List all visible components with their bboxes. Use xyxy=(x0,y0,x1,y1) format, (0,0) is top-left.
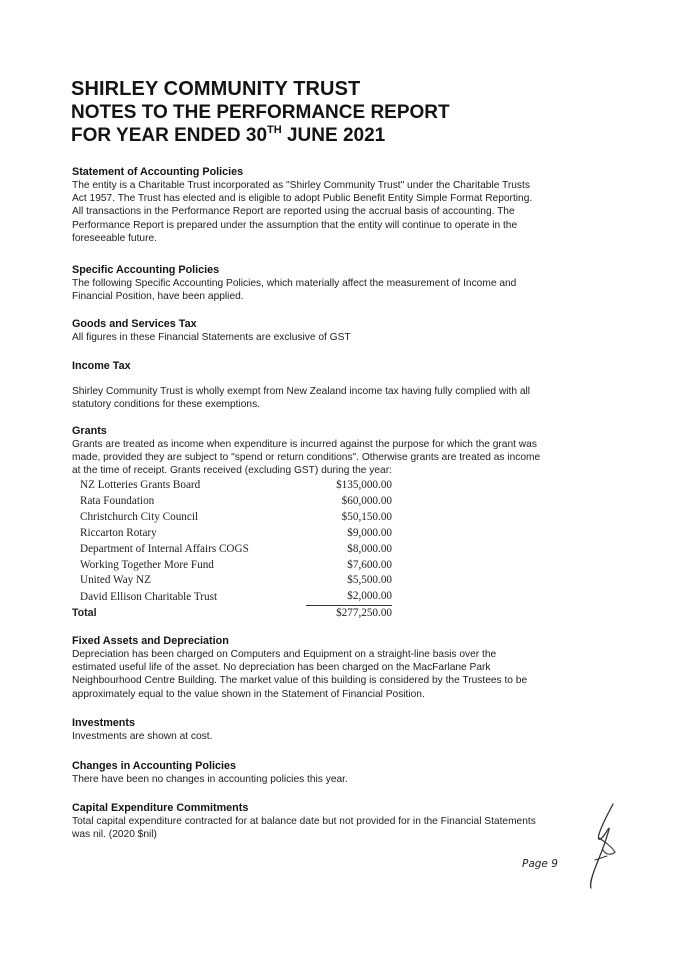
table-row xyxy=(72,510,402,526)
section-income-tax xyxy=(72,359,572,411)
report-subtitle: NOTES TO THE PERFORMANCE REPORT xyxy=(71,102,450,123)
paragraph-line: estimated useful life of the asset. No depreciation has been charged on the MacFarlane Park xyxy=(72,662,491,674)
grant-name: United Way NZ xyxy=(80,574,151,587)
total-label: Total xyxy=(72,607,97,620)
paragraph-line: The entity is a Charitable Trust incorporated as "Shirley Community Trust" under the Charitable Trusts xyxy=(72,180,530,191)
table-row xyxy=(72,589,402,606)
section-grants xyxy=(72,424,572,478)
grant-name: Rata Foundation xyxy=(80,494,155,507)
paragraph-line: Total capital expenditure contracted for at balance date but not provided for in the Financial Statements xyxy=(72,816,536,827)
grant-amount-cell xyxy=(286,589,402,606)
grant-name: Christchurch City Council xyxy=(80,510,199,523)
grant-amount: $135,000.00 xyxy=(336,479,392,491)
paragraph-line: at the time of receipt. Grants received (excluding GST) during the year: xyxy=(72,465,392,477)
section-statement-accounting-policies xyxy=(72,165,572,245)
table-total-row xyxy=(72,606,402,622)
table-row xyxy=(72,573,402,589)
paragraph-line: approximately equal to the value shown in the Statement of Financial Position. xyxy=(72,688,425,700)
table-row xyxy=(72,542,402,558)
grant-amount: $60,000.00 xyxy=(341,494,392,507)
grant-amount: $9,000.00 xyxy=(347,526,392,539)
document-title xyxy=(71,78,450,147)
section-heading: Capital Expenditure Commitments xyxy=(72,802,249,814)
paragraph-line: Investments are shown at cost. xyxy=(72,731,213,742)
section-heading: Income Tax xyxy=(72,360,131,372)
section-heading: Changes in Accounting Policies xyxy=(72,760,236,772)
paragraph-line: All figures in these Financial Statements are exclusive of GST xyxy=(72,332,351,343)
section-gst xyxy=(72,317,572,344)
paragraph-line: There have been no changes in accounting policies this year. xyxy=(72,774,348,785)
paragraph-line: was nil. (2020 $nil) xyxy=(72,829,157,841)
grant-amount: $8,000.00 xyxy=(347,542,392,555)
grant-name: NZ Lotteries Grants Board xyxy=(80,479,201,491)
section-changes-in-policies xyxy=(72,759,572,786)
section-heading: Statement of Accounting Policies xyxy=(72,166,244,178)
grants-table xyxy=(72,478,402,622)
section-capital-expenditure xyxy=(72,801,572,841)
section-heading: Goods and Services Tax xyxy=(72,318,197,330)
table-row xyxy=(72,478,402,494)
paragraph-line: foreseeable future. xyxy=(72,232,157,244)
report-period xyxy=(71,124,450,147)
paragraph-line: Grants are treated as income when expenditure is incurred against the purpose for which the grant was xyxy=(72,439,537,450)
grant-name: David Ellison Charitable Trust xyxy=(80,590,218,603)
paragraph-line: Shirley Community Trust is wholly exempt from New Zealand income tax having fully complied with all xyxy=(72,386,531,397)
period-prefix: FOR YEAR ENDED 30 xyxy=(71,125,268,146)
section-heading: Grants xyxy=(72,425,107,437)
grant-amount: $2,000.00 xyxy=(306,589,392,606)
table-row xyxy=(72,558,402,574)
page-number: Page 9 xyxy=(522,858,558,870)
section-heading: Specific Accounting Policies xyxy=(72,264,220,276)
paragraph-line: Depreciation has been charged on Computers and Equipment on a straight-line basis over the xyxy=(72,649,497,660)
paragraph-line: Act 1957. The Trust has elected and is eligible to adopt Public Benefit Entity Simple Format Reporting. xyxy=(72,193,533,205)
grant-name: Department of Internal Affairs COGS xyxy=(80,542,249,555)
grant-amount: $50,150.00 xyxy=(341,510,392,523)
total-amount: $277,250.00 xyxy=(336,607,392,620)
paragraph-line: statutory conditions for these exemptions. xyxy=(72,399,261,411)
section-specific-accounting-policies xyxy=(72,263,572,303)
period-ordinal: TH xyxy=(267,124,282,136)
period-suffix: JUNE 2021 xyxy=(281,125,386,146)
section-fixed-assets xyxy=(72,634,572,701)
table-row xyxy=(72,494,402,510)
handwritten-signature xyxy=(585,800,625,890)
grant-amount: $7,600.00 xyxy=(347,558,392,571)
paragraph-line: made, provided they are subject to "spend or return conditions". Otherwise grants are treated as income xyxy=(72,452,541,464)
paragraph-line: All transactions in the Performance Report are reported using the accrual basis of accounting. The xyxy=(72,206,515,218)
table-row xyxy=(72,526,402,542)
section-heading: Fixed Assets and Depreciation xyxy=(72,635,229,647)
org-name: SHIRLEY COMMUNITY TRUST xyxy=(71,78,361,100)
paragraph-line: The following Specific Accounting Policies, which materially affect the measurement of Income and xyxy=(72,278,517,289)
section-investments xyxy=(72,716,572,743)
paragraph-line: Financial Position, have been applied. xyxy=(72,291,244,303)
grant-name: Riccarton Rotary xyxy=(80,526,157,539)
grant-amount: $5,500.00 xyxy=(347,574,392,587)
grant-name: Working Together More Fund xyxy=(80,558,214,571)
section-heading: Investments xyxy=(72,717,136,729)
paragraph-line: Performance Report is prepared under the assumption that the entity will continue to operate in the xyxy=(72,219,518,231)
paragraph-line: Neighbourhood Centre Building. The market value of this building is considered by the Trustees to be xyxy=(72,675,528,687)
